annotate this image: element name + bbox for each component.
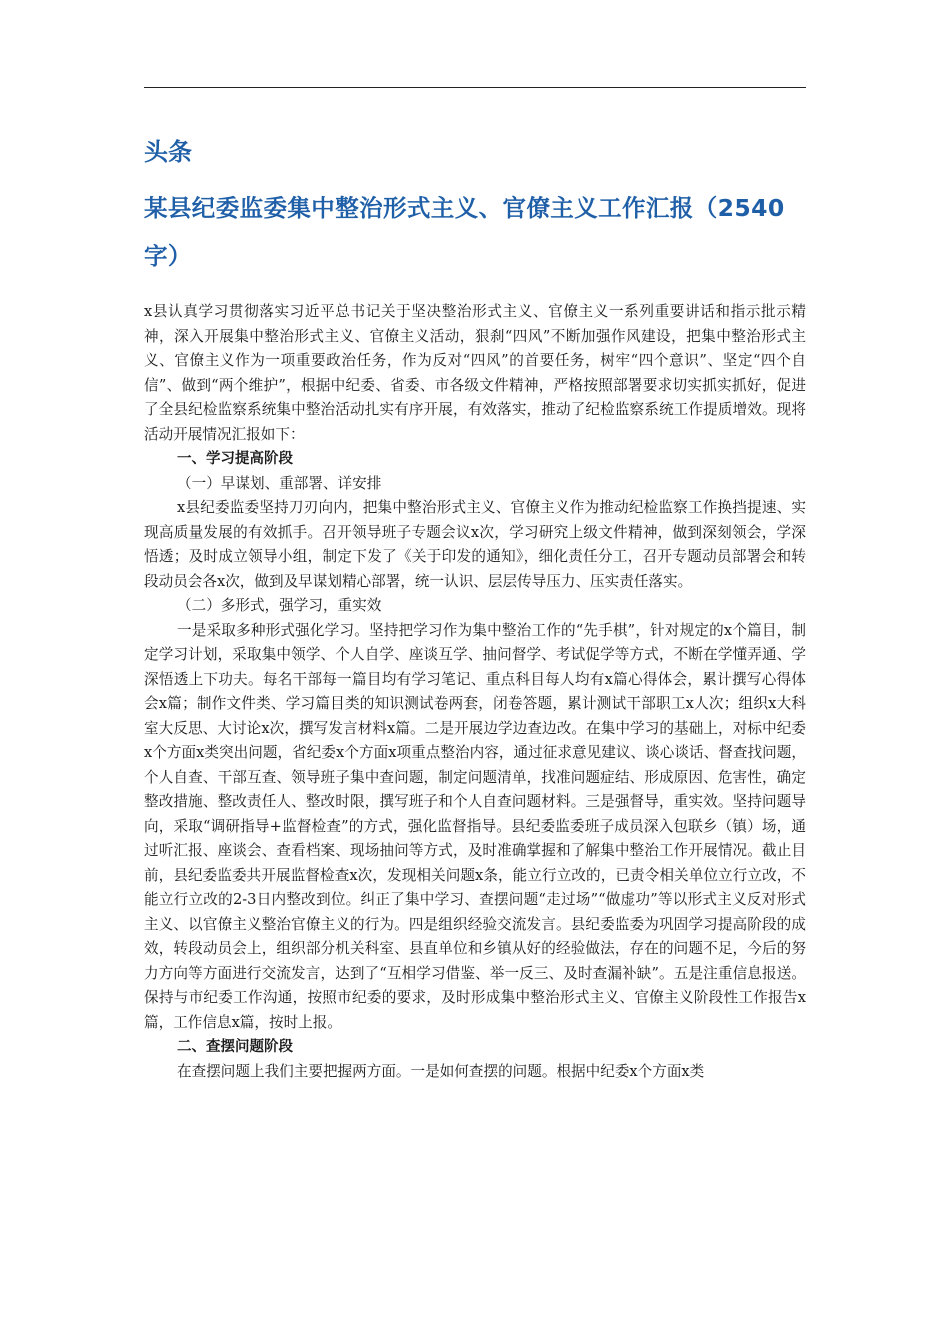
document-title: 某县纪委监委集中整治形式主义、官僚主义工作汇报（2540字） xyxy=(144,194,785,270)
category-label: 头条 xyxy=(144,138,192,166)
subsection-heading-1: （一）早谋划、重部署、详安排 xyxy=(177,474,382,492)
document-body xyxy=(144,300,806,1084)
header-rule xyxy=(144,87,806,88)
section-paragraph-2: 在查摆问题上我们主要把握两方面。一是如何查摆的问题。根据中纪委x个方面x类 xyxy=(177,1062,705,1080)
intro-paragraph: x县认真学习贯彻落实习近平总书记关于坚决整治形式主义、官僚主义一系列重要讲话和指示批示精神，深入开展集中整治形式主义、官僚主义活动，狠刹“四风”不断加强作风建设，把集中整治形式主义、官僚主义作为一项重要政治任务，作为反对“四风”的首要任务，树牢“四个意识”、坚定“四个自信”、做到“两个维护”，根据中纪委、省委、市各级文件精神，严格按照部署要求切实抓实抓好，促进了全县纪检监察系统集中整治活动扎实有序开展，有效落实，推动了纪检监察系统工作提质增效。现将活动开展情况汇报如下： xyxy=(144,303,806,443)
subsection-paragraph-1: x县纪委监委坚持刀刃向内，把集中整治形式主义、官僚主义作为推动纪检监察工作换挡提速、实现高质量发展的有效抓手。召开领导班子专题会议x次，学习研究上级文件精神，做到深刻领会，学深悟透；及时成立领导小组，制定下发了《关于印发的通知》，细化责任分工，召开专题动员部署会和转段动员会各x次，做到及早谋划精心部署，统一认识、层层传导压力、压实责任落实。 xyxy=(144,499,806,590)
subsection-heading-2: （二）多形式，强学习，重实效 xyxy=(177,597,382,614)
subsection-paragraph-2: 一是采取多种形式强化学习。坚持把学习作为集中整治工作的“先手棋”，针对规定的x个篇目，制定学习计划，采取集中领学、个人自学、座谈互学、抽问督学、考试促学等方式，不断在学懂弄通、学深悟透上下功夫。每名干部每一篇目均有学习笔记、重点科目每人均有x篇心得体会，累计撰写心得体会x篇；制作文件类、学习篇目类的知识测试卷两套，闭卷答题，累计测试干部职工x人次；组织x大科室大反思、大讨论x次，撰写发言材料x篇。二是开展边学边查边改。在集中学习的基础上，对标中纪委x个方面x类突出问题，省纪委x个方面x项重点整治内容，通过征求意见建议、谈心谈话、督查找问题，个人自查、干部互查、领导班子集中查问题，制定问题清单，找准问题症结、形成原因、危害性，确定整改措施、整改责任人、整改时限，撰写班子和个人自查问题材料。三是强督导，重实效。坚持问题导向，采取“调研指导+监督检查”的方式，强化监督指导。县纪委监委班子成员深入包联乡（镇）场，通过听汇报、座谈会、查看档案、现场抽问等方式，及时准确掌握和了解集中整治工作开展情况。截止目前，县纪委监委共开展监督检查x次，发现相关问题x条，能立行立改的，已责令相关单位立行立改，不能立行立改的2-3日内整改到位。纠正了集中学习、查摆问题“走过场”“做虚功”等以形式主义反对形式主义、以官僚主义整治官僚主义的行为。四是组织经验交流发言。县纪委监委为巩固学习提高阶段的成效，转段动员会上，组织部分机关科室、县直单位和乡镇从好的经验做法，存在的问题不足，今后的努力方向等方面进行交流发言，达到了“互相学习借鉴、举一反三、及时查漏补缺”。五是注重信息报送。保持与市纪委工作沟通，按照市纪委的要求，及时形成集中整治形式主义、官僚主义阶段性工作报告x篇，工作信息x篇，按时上报。 xyxy=(144,621,806,1031)
section-heading-1: 一、学习提高阶段 xyxy=(177,451,293,467)
section-heading-2: 二、查摆问题阶段 xyxy=(177,1039,293,1055)
